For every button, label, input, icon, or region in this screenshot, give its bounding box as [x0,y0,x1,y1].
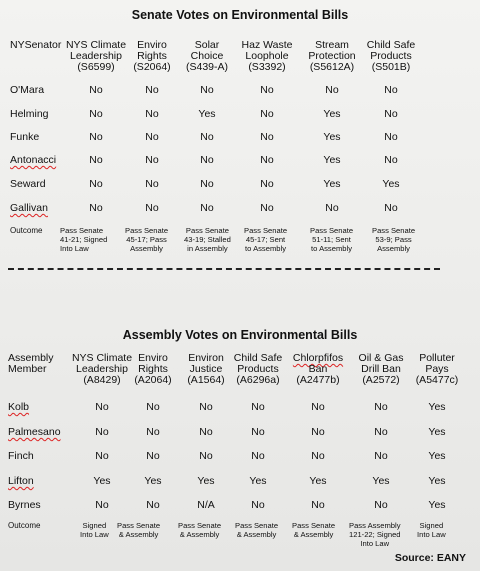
senate-vote-cell: No [260,108,274,120]
assembly-vote-cell: Yes [428,401,446,413]
senate-vote-cell: No [89,131,103,143]
senate-vote-cell: Yes [323,178,341,190]
senate-column-header: Child Safe Products (S501B) [366,39,416,73]
assembly-outcome-cell: Signed Into Law [80,521,109,539]
assembly-column-header: Oil & Gas Drill Ban (A2572) [358,352,404,386]
assembly-vote-cell: Yes [249,475,267,487]
assembly-vote-cell: Yes [428,450,446,462]
senate-row-name: Gallivan [10,202,48,214]
assembly-vote-cell: Yes [93,475,111,487]
assembly-column-header: Polluter Pays (A5477c) [415,352,459,386]
assembly-vote-cell: No [95,426,109,438]
senate-row-name: Helming [10,108,49,120]
senate-vote-cell: No [325,202,339,214]
senate-vote-cell: No [89,178,103,190]
assembly-vote-cell: No [199,401,213,413]
assembly-vote-cell: No [374,426,388,438]
senate-column-header: NYS Climate Leadership (S6599) [65,39,127,73]
senate-vote-cell: No [384,131,398,143]
senate-vote-cell: No [384,108,398,120]
assembly-outcome-cell: Pass Senate & Assembly [235,521,279,539]
assembly-corner-label: Assembly Member [8,352,54,375]
senate-outcome-cell: Pass Senate 45-17; Sent to Assembly [244,226,288,253]
senate-vote-cell: No [260,154,274,166]
assembly-vote-cell: No [311,401,325,413]
assembly-vote-cell: No [146,450,160,462]
senate-row-name: Antonacci [10,154,57,166]
assembly-vote-cell: Yes [428,475,446,487]
assembly-vote-cell: Yes [309,475,327,487]
senate-vote-cell: No [89,108,103,120]
senate-vote-cell: No [145,178,159,190]
senate-corner-label: NYSenator [10,39,62,51]
assembly-vote-cell: No [311,499,325,511]
senate-vote-cell: No [260,131,274,143]
assembly-vote-cell: Yes [428,426,446,438]
senate-vote-cell: No [145,202,159,214]
senate-outcome-cell: Pass Senate 51-11; Sent to Assembly [310,226,354,253]
assembly-vote-cell: No [95,401,109,413]
assembly-vote-cell: No [146,426,160,438]
assembly-vote-cell: No [374,499,388,511]
senate-row-name: O'Mara [10,84,45,96]
senate-vote-cell: No [89,84,103,96]
senate-outcome-cell: Pass Senate 43-19; Stalled in Assembly [184,226,231,253]
assembly-outcome-cell: Signed Into Law [417,521,446,539]
assembly-vote-cell: No [199,426,213,438]
assembly-vote-cell: No [251,450,265,462]
senate-vote-cell: No [384,84,398,96]
assembly-vote-cell: No [251,499,265,511]
assembly-vote-cell: No [146,401,160,413]
assembly-outcome-label: Outcome [8,521,41,530]
senate-vote-cell: Yes [323,154,341,166]
senate-vote-cell: Yes [323,108,341,120]
assembly-vote-cell: Yes [372,475,390,487]
senate-title: Senate Votes on Environmental Bills [131,8,349,22]
assembly-row-name: Finch [8,450,34,462]
senate-column-header: Haz Waste Loophole (S3392) [241,39,293,73]
senate-row-name: Seward [10,178,46,190]
assembly-vote-cell: No [311,426,325,438]
senate-column-header: Enviro Rights (S2064) [133,39,171,73]
assembly-vote-cell: No [311,450,325,462]
senate-vote-cell: No [145,108,159,120]
section-divider [8,268,440,270]
senate-column-header: Solar Choice (S439-A) [185,39,228,73]
assembly-vote-cell: No [374,401,388,413]
assembly-vote-cell: No [374,450,388,462]
assembly-column-header: NYS Climate Leadership (A8429) [71,352,133,386]
senate-row-name: Funke [10,131,40,143]
assembly-vote-cell: N/A [197,499,215,511]
senate-vote-cell: No [200,154,214,166]
senate-vote-cell: No [200,178,214,190]
senate-outcome-label: Outcome [10,226,43,235]
assembly-row-name: Byrnes [8,499,41,511]
senate-vote-cell: No [384,154,398,166]
assembly-row-name: Kolb [8,401,30,413]
senate-vote-cell: No [325,84,339,96]
assembly-column-header: Child Safe Products (A6296a) [233,352,283,386]
senate-vote-cell: No [200,84,214,96]
senate-vote-cell: No [89,202,103,214]
assembly-row-name: Lifton [8,475,34,487]
senate-vote-cell: No [145,84,159,96]
senate-outcome-cell: Pass Senate 53-9; Pass Assembly [372,226,416,253]
assembly-column-header: Enviro Rights (A2064) [134,352,172,386]
senate-vote-cell: No [260,178,274,190]
assembly-vote-cell: No [95,450,109,462]
senate-vote-cell: Yes [382,178,400,190]
assembly-vote-cell: No [251,401,265,413]
assembly-outcome-cell: Pass Assembly 121-22; Signed Into Law [349,521,401,548]
assembly-column-header: Environ Justice (A1564) [187,352,225,386]
senate-vote-cell: No [145,154,159,166]
assembly-outcome-cell: Pass Senate & Assembly [117,521,161,539]
senate-vote-cell: No [260,84,274,96]
senate-vote-cell: No [145,131,159,143]
senate-vote-cell: No [384,202,398,214]
senate-outcome-cell: Pass Senate 41-21; Signed Into Law [60,226,108,253]
assembly-row-name: Palmesano [8,426,61,438]
assembly-column-header-firstline: Chlorpfifos [292,352,344,364]
assembly-vote-cell: No [251,426,265,438]
assembly-vote-cell: No [146,499,160,511]
source-credit: Source: EANY [394,552,466,564]
senate-vote-cell: No [260,202,274,214]
assembly-outcome-cell: Pass Senate & Assembly [292,521,336,539]
senate-vote-cell: No [200,131,214,143]
senate-vote-cell: Yes [323,131,341,143]
assembly-vote-cell: Yes [428,499,446,511]
senate-vote-cell: No [89,154,103,166]
senate-vote-cell: No [200,202,214,214]
senate-vote-cell: Yes [198,108,216,120]
assembly-vote-cell: No [95,499,109,511]
assembly-vote-cell: No [199,450,213,462]
assembly-column-header: Chlorpfifos Ban (A2477b) [292,352,344,386]
assembly-outcome-cell: Pass Senate & Assembly [178,521,222,539]
assembly-title: Assembly Votes on Environmental Bills [122,328,358,342]
senate-column-header: Stream Protection (S5612A) [308,39,356,73]
assembly-vote-cell: Yes [144,475,162,487]
senate-outcome-cell: Pass Senate 45-17; Pass Assembly [125,226,169,253]
assembly-vote-cell: Yes [197,475,215,487]
